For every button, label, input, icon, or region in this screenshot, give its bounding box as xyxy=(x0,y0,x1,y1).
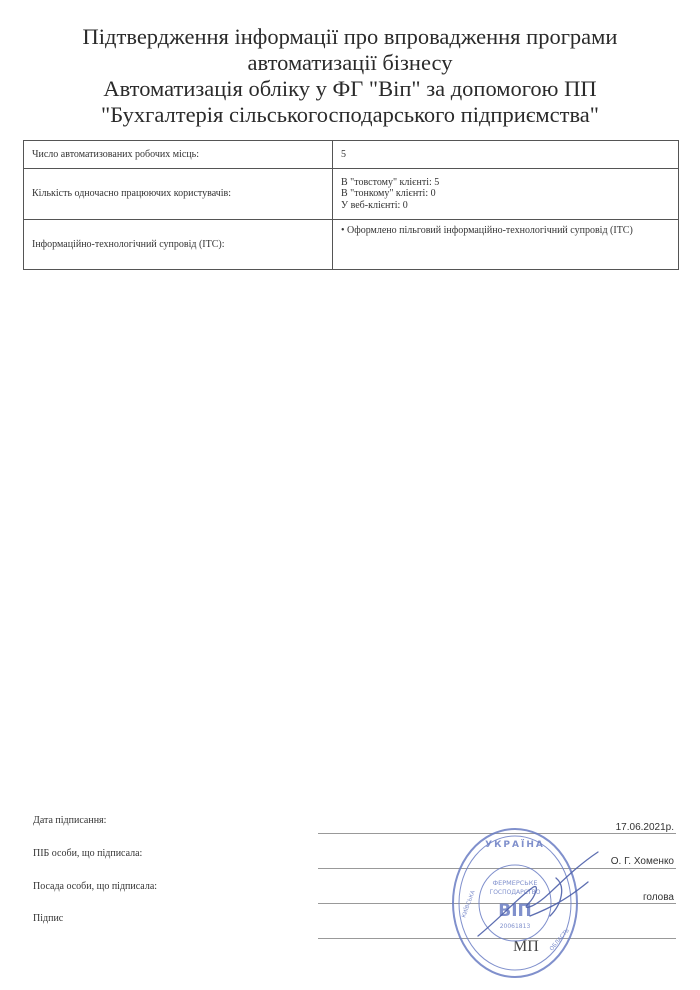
mp-mark: МП xyxy=(513,938,539,955)
name-label: ПІБ особи, що підписала: xyxy=(33,848,143,859)
table-row xyxy=(24,220,679,270)
svg-text:ВІП: ВІП xyxy=(498,901,532,921)
table-row xyxy=(24,141,679,169)
position-value: голова xyxy=(642,892,674,903)
date-value: 17.06.2021р. xyxy=(615,822,674,833)
signature-label: Підпис xyxy=(33,913,64,924)
title-line: "Бухгалтерія сільськогосподарського підприємства" xyxy=(101,102,599,127)
value-line: 5 xyxy=(341,148,346,160)
row-value xyxy=(333,220,679,270)
value-line: • Оформлено пільговий інформаційно-технологічний супровід (ІТС) xyxy=(341,225,633,236)
table-row xyxy=(24,169,679,220)
value-line: У веб-клієнті: 0 xyxy=(341,199,408,211)
svg-text:КИЇВСЬКА: КИЇВСЬКА xyxy=(461,889,477,919)
row-label: Інформаційно-технологічний супровід (ІТС): xyxy=(24,220,333,270)
row-value xyxy=(333,141,679,169)
position-label: Посада особи, що підписала: xyxy=(33,881,158,892)
name-value: О. Г. Хоменко xyxy=(610,856,674,867)
svg-text:ФЕРМЕРСЬКЕ: ФЕРМЕРСЬКЕ xyxy=(492,879,538,887)
title-line: автоматизації бізнесу xyxy=(247,50,453,75)
row-label: Кількість одночасно працюючих користувачів: xyxy=(24,169,333,220)
svg-text:УКРАЇНА: УКРАЇНА xyxy=(485,840,545,850)
title-line: Автоматизація обліку у ФГ "Віп" за допомогою ПП xyxy=(103,76,597,101)
info-table xyxy=(23,140,679,270)
svg-text:ГОСПОДАРСТВО: ГОСПОДАРСТВО xyxy=(489,889,541,896)
handwritten-signature xyxy=(470,838,620,948)
document-title xyxy=(0,24,700,128)
svg-text:20061813: 20061813 xyxy=(499,923,531,930)
svg-text:ОБЛАСТЬ: ОБЛАСТЬ xyxy=(548,927,571,953)
row-label: Число автоматизованих робочих місць: xyxy=(24,141,333,169)
title-line: Підтвердження інформації про впровадження програми xyxy=(82,24,618,49)
value-line: В "тонкому" клієнті: 0 xyxy=(341,188,436,200)
row-value xyxy=(333,169,679,220)
date-label: Дата підписання: xyxy=(33,815,107,826)
value-line: В "товстому" клієнті: 5 xyxy=(341,176,440,188)
